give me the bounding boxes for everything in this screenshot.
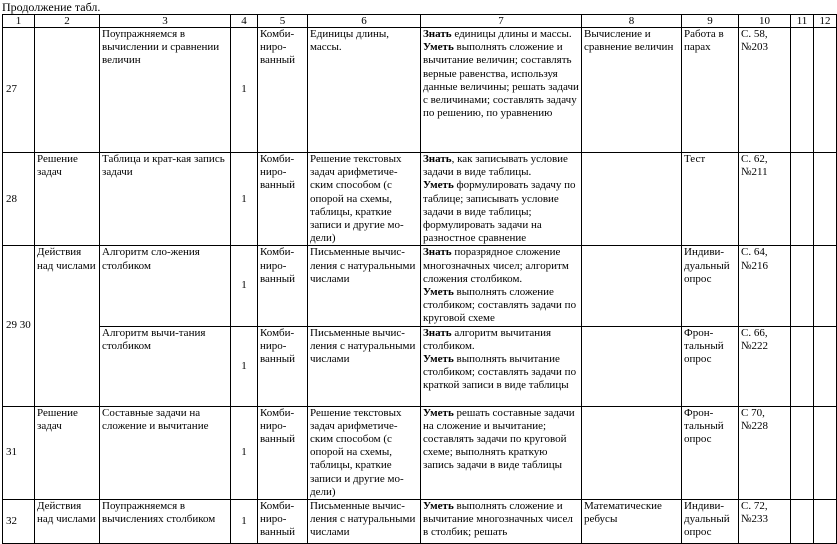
hours-cell: 1 [231,153,258,246]
page-cell: С 70, №228 [739,406,791,499]
col-header: 10 [739,15,791,28]
table-row [3,326,837,406]
control-cell: Тест [682,153,739,246]
col-header: 5 [258,15,308,28]
lesson-type-cell: Комби-ниро-ванный [258,153,308,246]
table-row [3,500,837,544]
topic-cell: Алгоритм сло-жения столбиком [100,246,231,326]
skill-keyword: Уметь [423,41,454,54]
lesson-number: 31 [3,406,35,499]
hours-cell: 1 [231,28,258,153]
activity-cell: Вычисление и сравнение величин [582,28,682,153]
empty-cell [791,153,814,246]
skill-text: выполнять вычитание столбиком; составлять задачи по краткой записи в виде таблицы [423,353,577,392]
skill-keyword: Знать [423,28,452,40]
empty-cell [814,500,837,544]
skill-text: единицы длины и массы. [451,28,572,40]
skill-keyword: Уметь [423,286,454,299]
lesson-type-cell: Комби-ниро-ванный [258,500,308,544]
page-cell: С. 64, №216 [739,246,791,326]
skill-text: алгоритм вычитания столбиком. [423,326,552,352]
lesson-plan-table [2,14,837,544]
lesson-number: 27 [3,28,35,153]
table-row [3,406,837,499]
content-cell: Единицы длины, массы. [308,28,421,153]
empty-cell [791,326,814,406]
lesson-type-cell: Комби-ниро-ванный [258,326,308,406]
skill-text: решать составные задачи на сложение и вычитание; составлять задачи по круговой схеме; выполнять краткую запись задачи в виде таблицы [423,406,575,472]
control-cell: Работа в парах [682,28,739,153]
skill-keyword: Уметь [423,406,454,419]
content-cell: Решение текстовых задач арифметиче-ским способом (с опорой на схемы, таблицы, краткие записи и другие мо-дели) [308,406,421,499]
empty-cell [791,28,814,153]
section-cell [35,28,100,153]
lesson-number: 29 30 [3,246,35,406]
col-header: 1 [3,15,35,28]
page-cell: С. 72, №233 [739,500,791,544]
empty-cell [814,153,837,246]
topic-cell: Поупражняемся в вычислениях столбиком [100,500,231,544]
section-cell: Действия над числами [35,500,100,544]
skill-text: поразрядное сложение многозначных чисел; алгоритм сложения столбиком. [423,246,569,285]
section-cell: Решение задач [35,153,100,246]
table-row [3,28,837,153]
section-cell: Решение задач [35,406,100,499]
lesson-type-cell: Комби-ниро-ванный [258,28,308,153]
hours-cell: 1 [231,406,258,499]
skills-cell [421,28,582,153]
skill-text: выполнять сложение и вычитание величин; составлять верные равенства, используя данные величины; решать задачи с величинами; составлять задачу по решению, по уравнению [423,41,579,120]
page-cell: С. 58, №203 [739,28,791,153]
hours-cell: 1 [231,246,258,326]
skill-text: выполнять сложение и вычитание многозначных чисел в столбик; решать [423,500,573,539]
control-cell: Фрон-тальный опрос [682,406,739,499]
skill-keyword: Знать [423,153,452,165]
empty-cell [791,246,814,326]
page-cell: С. 66, №222 [739,326,791,406]
lesson-type-cell: Комби-ниро-ванный [258,246,308,326]
topic-cell: Таблица и крат-кая запись задачи [100,153,231,246]
col-header: 3 [100,15,231,28]
col-header: 8 [582,15,682,28]
empty-cell [791,500,814,544]
skill-keyword: Уметь [423,500,454,513]
topic-cell: Алгоритм вычи-тания столбиком [100,326,231,406]
col-header: 11 [791,15,814,28]
control-cell: Фрон-тальный опрос [682,326,739,406]
skill-keyword: Знать [423,246,452,259]
col-header: 2 [35,15,100,28]
col-header: 12 [814,15,837,28]
activity-cell: Математические ребусы [582,500,682,544]
control-cell: Индиви-дуальный опрос [682,500,739,544]
activity-cell [582,246,682,326]
skill-text: выполнять сложение столбиком; составлять задачи по круговой схеме [423,286,577,325]
empty-cell [814,406,837,499]
section-cell: Действия над числами [35,246,100,406]
skills-cell [421,153,582,246]
skill-text: формулировать задачу по таблице; записывать условие задачи в виде таблицы; формулировать задачи на разностное сравнение [423,179,576,245]
hours-cell: 1 [231,326,258,406]
skills-cell [421,406,582,499]
content-cell: Письменные вычис-ления с натуральными числами [308,246,421,326]
skills-cell [421,326,582,406]
skills-cell [421,246,582,326]
table-caption: Продолжение табл. [2,0,101,14]
col-header: 4 [231,15,258,28]
table-row [3,153,837,246]
skill-text: , как записывать условие задачи в виде таблицы. [423,153,568,179]
activity-cell [582,326,682,406]
skills-cell [421,500,582,544]
activity-cell [582,153,682,246]
empty-cell [814,246,837,326]
table-row [3,246,837,326]
empty-cell [791,406,814,499]
col-header: 9 [682,15,739,28]
skill-keyword: Уметь [423,179,454,192]
topic-cell: Составные задачи на сложение и вычитание [100,406,231,499]
empty-cell [814,28,837,153]
hours-cell: 1 [231,500,258,544]
skill-keyword: Знать [423,326,452,339]
activity-cell [582,406,682,499]
empty-cell [814,326,837,406]
lesson-number: 28 [3,153,35,246]
control-cell: Индиви-дуальный опрос [682,246,739,326]
content-cell: Решение текстовых задач арифметиче-ским способом (с опорой на схемы, таблицы, краткие записи и другие мо-дели) [308,153,421,246]
column-number-row [3,15,837,28]
page-cell: С. 62, №211 [739,153,791,246]
topic-cell: Поупражняемся в вычислении и сравнении величин [100,28,231,153]
col-header: 7 [421,15,582,28]
col-header: 6 [308,15,421,28]
content-cell: Письменные вычис-ления с натуральными числами [308,500,421,544]
skill-keyword: Уметь [423,353,454,366]
lesson-type-cell: Комби-ниро-ванный [258,406,308,499]
lesson-number: 32 [3,500,35,544]
content-cell: Письменные вычис-ления с натуральными числами [308,326,421,406]
